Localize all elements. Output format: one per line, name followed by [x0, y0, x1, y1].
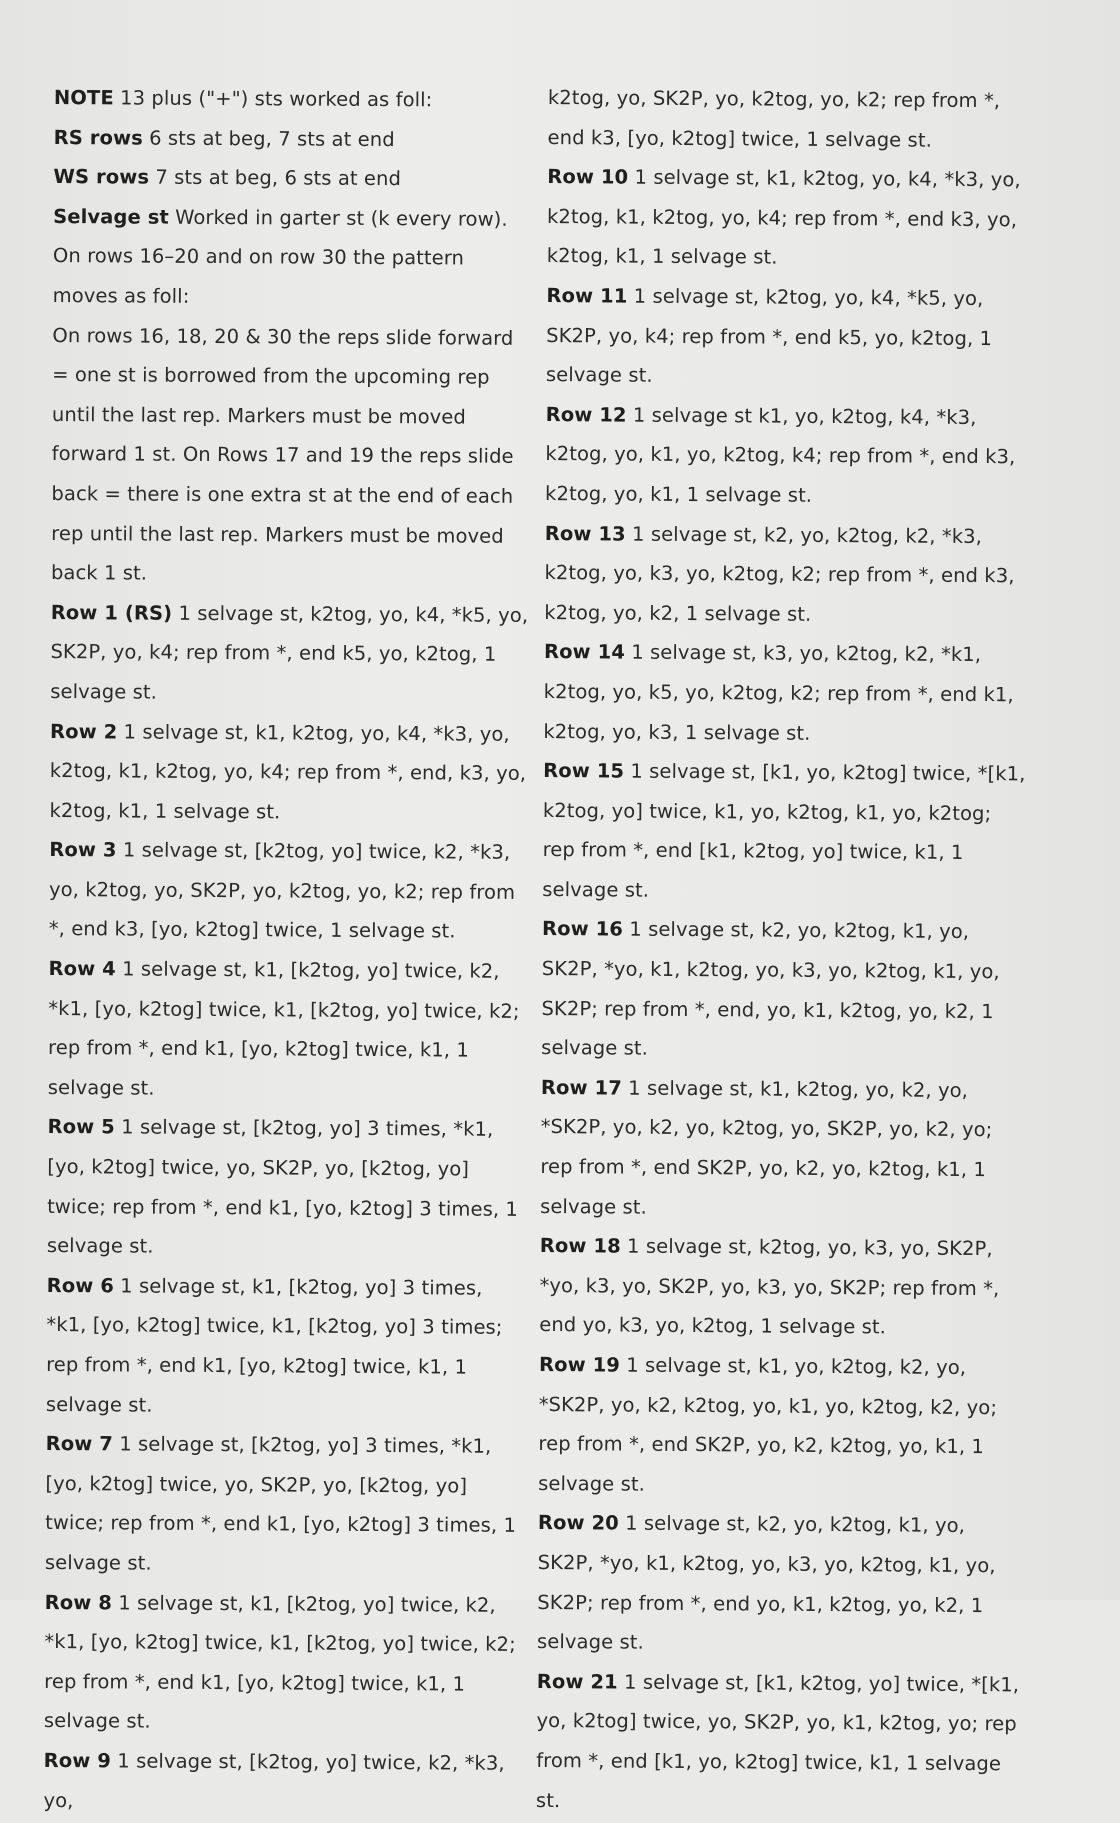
row-label: Row 21: [536, 1669, 618, 1694]
row-instructions: 1 selvage st, k2, yo, k2tog, k1, yo, SK2P, *yo, k1, k2tog, yo, k3, yo, k2tog, k1, yo, SK2P; rep from *, end, yo, k1, k2tog, yo, k2, 1 selvage st.: [541, 918, 1000, 1060]
row-label: Row 10: [547, 165, 629, 189]
row-label: WS rows: [53, 165, 150, 189]
row-instructions: 7 sts at beg, 6 sts at end: [149, 165, 402, 191]
row-label: Row 19: [538, 1352, 621, 1377]
row-label: NOTE: [53, 85, 114, 110]
pattern-paragraph: [543, 632, 1029, 754]
pattern-paragraph: [44, 1583, 523, 1744]
row-instructions: 1 selvage st, [k2tog, yo] 3 times, *k1, [yo, k2tog] twice, yo, SK2P, yo, [k2tog, yo] twice; rep from *, end k1, [yo, k2tog] 3 times, 1 selvage st.: [46, 1115, 519, 1258]
row-label: Row 9: [43, 1748, 112, 1773]
pattern-paragraph: [538, 1345, 1024, 1507]
row-instructions: 6 sts at beg, 7 sts at end: [142, 126, 395, 151]
row-label: Row 1 (RS): [50, 600, 173, 625]
pattern-paragraph: [536, 1662, 1022, 1823]
row-label: Row 8: [44, 1590, 113, 1614]
row-label: Selvage st: [53, 204, 169, 229]
row-instructions: 1 selvage st, k2, yo, k2tog, k2, *k3, k2tog, yo, k3, yo, k2tog, k2; rep from *, end k3, k2tog, yo, k2, 1 selvage st.: [544, 522, 1015, 626]
row-instructions: k2tog, yo, SK2P, yo, k2tog, yo, k2; rep from *, end k3, [yo, k2tog] twice, 1 selvage st.: [547, 85, 1001, 152]
pattern-paragraph: [46, 1266, 525, 1427]
row-instructions: 13 plus ("+") sts worked as foll:: [113, 86, 433, 112]
left-column: [43, 78, 532, 1823]
row-label: Row 14: [543, 640, 626, 664]
row-instructions: On rows 16–20 and on row 30 the pattern moves as foll:: [52, 244, 465, 308]
row-label: Row 20: [537, 1511, 619, 1535]
row-label: RS rows: [53, 125, 143, 150]
pattern-paragraph: [541, 909, 1027, 1071]
row-instructions: 1 selvage st, k1, k2tog, yo, k2, yo, *SK2P, yo, k2, yo, k2tog, yo, SK2P, yo, k2, yo; rep from *, end SK2P, yo, k2, yo, k2tog, k1, 1 selvage st.: [540, 1076, 993, 1219]
pattern-paragraph: [50, 593, 529, 715]
pattern-paragraph: [542, 751, 1028, 913]
pattern-paragraph: [49, 830, 528, 952]
row-instructions: 1 selvage st, [k1, yo, k2tog] twice, *[k1, k2tog, yo] twice, k1, yo, k2tog, k1, yo, k2tog; rep from *, end [k1, k2tog, yo] twice, k1, 1 selvage st.: [542, 759, 1026, 902]
row-instructions: 1 selvage st, [k2tog, yo] twice, k2, *k3, yo,: [43, 1749, 505, 1812]
row-instructions: 1 selvage st, k1, [k2tog, yo] twice, k2, *k1, [yo, k2tog] twice, k1, [k2tog, yo] twice, k2; rep from *, end k1, [yo, k2tog] twice, k1, 1 selvage st.: [47, 957, 520, 1100]
row-instructions: Worked in garter st (k every row).: [168, 205, 508, 231]
pattern-paragraph: [53, 236, 531, 318]
pattern-paragraph: [53, 157, 531, 200]
row-instructions: 1 selvage st, k1, k2tog, yo, k4, *k3, yo, k2tog, k1, k2tog, yo, k4; rep from *, end, k3, yo, k2tog, k1, 1 selvage st.: [49, 719, 527, 824]
pattern-paragraph: [547, 157, 1033, 279]
pattern-paragraph: [47, 1107, 526, 1268]
pattern-paragraph: [546, 276, 1032, 398]
row-instructions: On rows 16, 18, 20 & 30 the reps slide forward = one st is borrowed from the upcoming rep until the last rep. Markers must be moved forward 1 st. On Rows 17 and 19 the reps slide back = there is one extra st at the end of each rep until the last rep. Markers must be moved back 1 st.: [50, 323, 514, 585]
row-instructions: 1 selvage st, k3, yo, k2tog, k2, *k1, k2tog, yo, k5, yo, k2tog, k2; rep from *, end k1, k2tog, yo, k3, 1 selvage st.: [543, 640, 1014, 745]
row-label: Row 16: [541, 917, 624, 942]
row-label: Row 5: [47, 1115, 115, 1139]
pattern-paragraph: [544, 514, 1030, 636]
row-instructions: 1 selvage st, [k1, k2tog, yo] twice, *[k1, yo, k2tog] twice, yo, SK2P, yo, k1, k2tog, yo; rep from *, end [k1, yo, k2tog] twice, k1, 1 selvage st.: [535, 1670, 1020, 1812]
pattern-paragraph: [547, 78, 1033, 161]
row-label: Row 3: [49, 838, 117, 862]
row-label: Row 13: [544, 521, 626, 546]
pattern-paragraph: [545, 395, 1031, 517]
row-label: Row 4: [48, 957, 116, 981]
row-label: Row 17: [540, 1075, 622, 1100]
row-label: Row 12: [545, 402, 627, 427]
pattern-paragraph: [53, 197, 531, 240]
row-label: Row 7: [45, 1432, 114, 1456]
pattern-paragraph: [51, 316, 531, 596]
row-label: Row 15: [543, 759, 625, 783]
row-label: Row 18: [539, 1234, 621, 1258]
row-instructions: 1 selvage st, k2tog, yo, k4, *k5, yo, SK2P, yo, k4; rep from *, end k5, yo, k2tog, 1 selvage st.: [545, 284, 993, 387]
row-label: Row 6: [46, 1273, 114, 1298]
row-instructions: 1 selvage st, k1, yo, k2tog, k2, yo, *SK2P, yo, k2, k2tog, yo, k1, yo, k2tog, k2, yo; rep from *, end SK2P, yo, k2, k2tog, yo, k1, 1 selvage st.: [538, 1353, 998, 1496]
row-instructions: 1 selvage st, k1, [k2tog, yo] 3 times, *k1, [yo, k2tog] twice, k1, [k2tog, yo] 3 times; rep from *, end k1, [yo, k2tog] twice, k1, 1 selvage st.: [45, 1274, 503, 1417]
pattern-paragraph: [54, 78, 532, 121]
row-label: Row 11: [546, 283, 628, 308]
pattern-paragraph: [537, 1503, 1023, 1665]
pattern-paragraph: [540, 1068, 1026, 1230]
pattern-paragraph: [43, 1741, 521, 1823]
row-instructions: 1 selvage st, [k2tog, yo] 3 times, *k1, [yo, k2tog] twice, yo, SK2P, yo, [k2tog, yo] twice; rep from *, end k1, [yo, k2tog] 3 times, 1 selvage st.: [44, 1432, 517, 1575]
row-instructions: 1 selvage st, k2tog, yo, k4, *k5, yo, SK2P, yo, k4; rep from *, end k5, yo, k2tog, 1 selvage st.: [50, 601, 529, 704]
row-instructions: 1 selvage st, k2tog, yo, k3, yo, SK2P, *yo, k3, yo, SK2P, yo, k3, yo, SK2P; rep from *, end yo, k3, yo, k2tog, 1 selvage st.: [539, 1234, 1000, 1339]
row-instructions: 1 selvage st, k2, yo, k2tog, k1, yo, SK2P, *yo, k1, k2tog, yo, k3, yo, k2tog, k1, yo, SK2P; rep from *, end yo, k1, k2tog, yo, k2, 1 selvage st.: [537, 1511, 996, 1654]
row-instructions: 1 selvage st k1, yo, k2tog, k4, *k3, k2tog, yo, k1, yo, k2tog, k4; rep from *, end k3, k2tog, yo, k1, 1 selvage st.: [545, 403, 1016, 507]
row-instructions: 1 selvage st, k1, k2tog, yo, k4, *k3, yo, k2tog, k1, k2tog, yo, k4; rep from *, end k3, yo, k2tog, k1, 1 selvage st.: [546, 165, 1021, 269]
right-column: [536, 78, 1033, 1823]
pattern-paragraph: [49, 711, 528, 833]
pattern-paragraph: [539, 1226, 1025, 1348]
pattern-paragraph: [48, 949, 527, 1110]
row-instructions: 1 selvage st, k1, [k2tog, yo] twice, k2, *k1, [yo, k2tog] twice, k1, [k2tog, yo] twice, k2; rep from *, end k1, [yo, k2tog] twice, k1, 1 selvage st.: [43, 1590, 516, 1733]
pattern-paragraph: [54, 118, 532, 161]
row-instructions: 1 selvage st, [k2tog, yo] twice, k2, *k3, yo, k2tog, yo, SK2P, yo, k2tog, yo, k2; rep from *, end k3, [yo, k2tog] twice, 1 selvage st.: [48, 838, 516, 943]
row-label: Row 2: [49, 719, 118, 743]
pattern-paragraph: [45, 1424, 524, 1585]
